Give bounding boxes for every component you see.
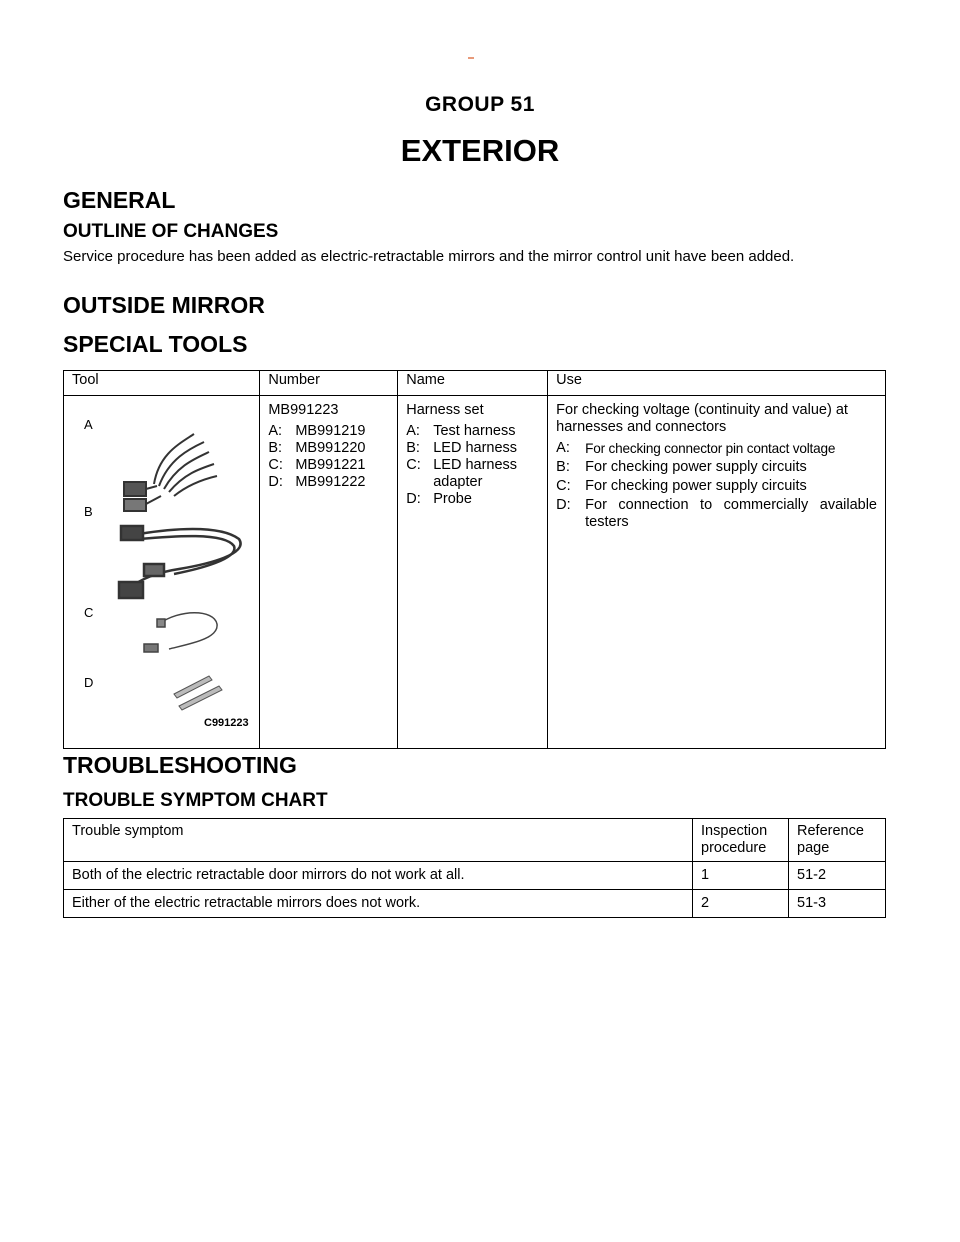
name-key: B: [406, 440, 420, 456]
table-row [64, 396, 886, 749]
list-item [556, 497, 877, 531]
number-key: C: [268, 457, 283, 473]
outline-text: Service procedure has been added as electric-retractable mirrors and the mirror control unit have been added. [63, 248, 795, 265]
name-key: A: [406, 423, 420, 439]
procedure-cell: 2 [693, 890, 789, 918]
header-number: Number [260, 371, 398, 396]
use-key: B: [556, 459, 570, 475]
name-key: C: [406, 457, 421, 473]
tool-label-b: B [84, 504, 93, 519]
harness-set-illustration [99, 414, 249, 734]
tool-names-cell [398, 396, 548, 749]
name-list [406, 423, 539, 508]
reference-page-link[interactable]: 51-2 [789, 862, 886, 890]
symptom-cell: Either of the electric retractable mirrors does not work. [64, 890, 693, 918]
name-value: LED harness adapter [433, 457, 518, 490]
list-item [268, 457, 389, 474]
name-main: Harness set [406, 402, 484, 418]
tool-label-c: C [84, 605, 94, 620]
header-name: Name [398, 371, 548, 396]
number-value: MB991220 [295, 440, 366, 456]
header-use: Use [548, 371, 886, 396]
troubleshooting-heading: TROUBLESHOOTING [63, 752, 297, 778]
list-item [406, 491, 539, 508]
number-key: A: [268, 423, 283, 439]
number-key: D: [268, 474, 283, 490]
list-item [268, 423, 389, 440]
number-key: B: [268, 440, 283, 456]
use-key: C: [556, 478, 571, 494]
outside-mirror-heading: OUTSIDE MIRROR [63, 292, 265, 318]
tool-label-a: A [84, 417, 93, 432]
tool-image-code: C991223 [204, 717, 249, 729]
symptom-cell: Both of the electric retractable door mirrors do not work at all. [64, 862, 693, 890]
list-item [406, 457, 539, 491]
use-main: For checking voltage (continuity and value) at harnesses and connectors [556, 402, 848, 435]
special-tools-heading: SPECIAL TOOLS [63, 331, 248, 357]
name-value: Test harness [433, 423, 516, 439]
table-row [64, 862, 886, 890]
general-heading: GENERAL [63, 187, 176, 213]
use-key: D: [556, 497, 571, 513]
header-tool: Tool [64, 371, 260, 396]
list-item [406, 423, 539, 440]
use-list [556, 440, 877, 531]
table-header-row [64, 819, 886, 862]
number-list [268, 423, 389, 491]
page-title: EXTERIOR [400, 133, 560, 168]
group-number: GROUP 51 [425, 93, 535, 116]
number-value: MB991219 [295, 423, 366, 439]
led-harness-icon [119, 526, 241, 598]
special-tools-table [63, 370, 886, 749]
reference-page-link[interactable]: 51-3 [789, 890, 886, 918]
use-value: For checking connector pin contact voltage [585, 441, 836, 456]
list-item [556, 440, 877, 457]
tool-uses-cell [548, 396, 886, 749]
number-value: MB991222 [295, 474, 366, 490]
list-item [268, 474, 389, 491]
header-inspection-procedure: Inspection procedure [693, 819, 789, 862]
use-key: A: [556, 440, 570, 456]
tool-image-cell [64, 396, 260, 749]
probe-icon [174, 676, 222, 710]
table-header-row [64, 371, 886, 396]
trouble-symptom-chart-heading: TROUBLE SYMPTOM CHART [63, 790, 328, 811]
led-harness-adapter-icon [144, 613, 217, 652]
table-row [64, 890, 886, 918]
outline-of-changes-heading: OUTLINE OF CHANGES [63, 221, 279, 242]
number-main: MB991223 [268, 402, 339, 418]
list-item [556, 478, 877, 495]
use-value: For checking power supply circuits [585, 459, 807, 475]
test-harness-icon [124, 434, 217, 511]
header-mark [430, 55, 530, 63]
header-trouble-symptom: Trouble symptom [64, 819, 693, 862]
use-value: For checking power supply circuits [585, 478, 807, 494]
name-value: Probe [433, 491, 472, 507]
list-item [406, 440, 539, 457]
trouble-symptom-table [63, 818, 886, 918]
procedure-cell: 1 [693, 862, 789, 890]
header-reference-page: Reference page [789, 819, 886, 862]
number-value: MB991221 [295, 457, 366, 473]
tool-label-d: D [84, 675, 94, 690]
name-key: D: [406, 491, 421, 507]
list-item [556, 459, 877, 476]
list-item [268, 440, 389, 457]
tool-numbers-cell [260, 396, 398, 749]
use-value: For connection to commercially available testers [585, 497, 877, 530]
name-value: LED harness [433, 440, 518, 456]
